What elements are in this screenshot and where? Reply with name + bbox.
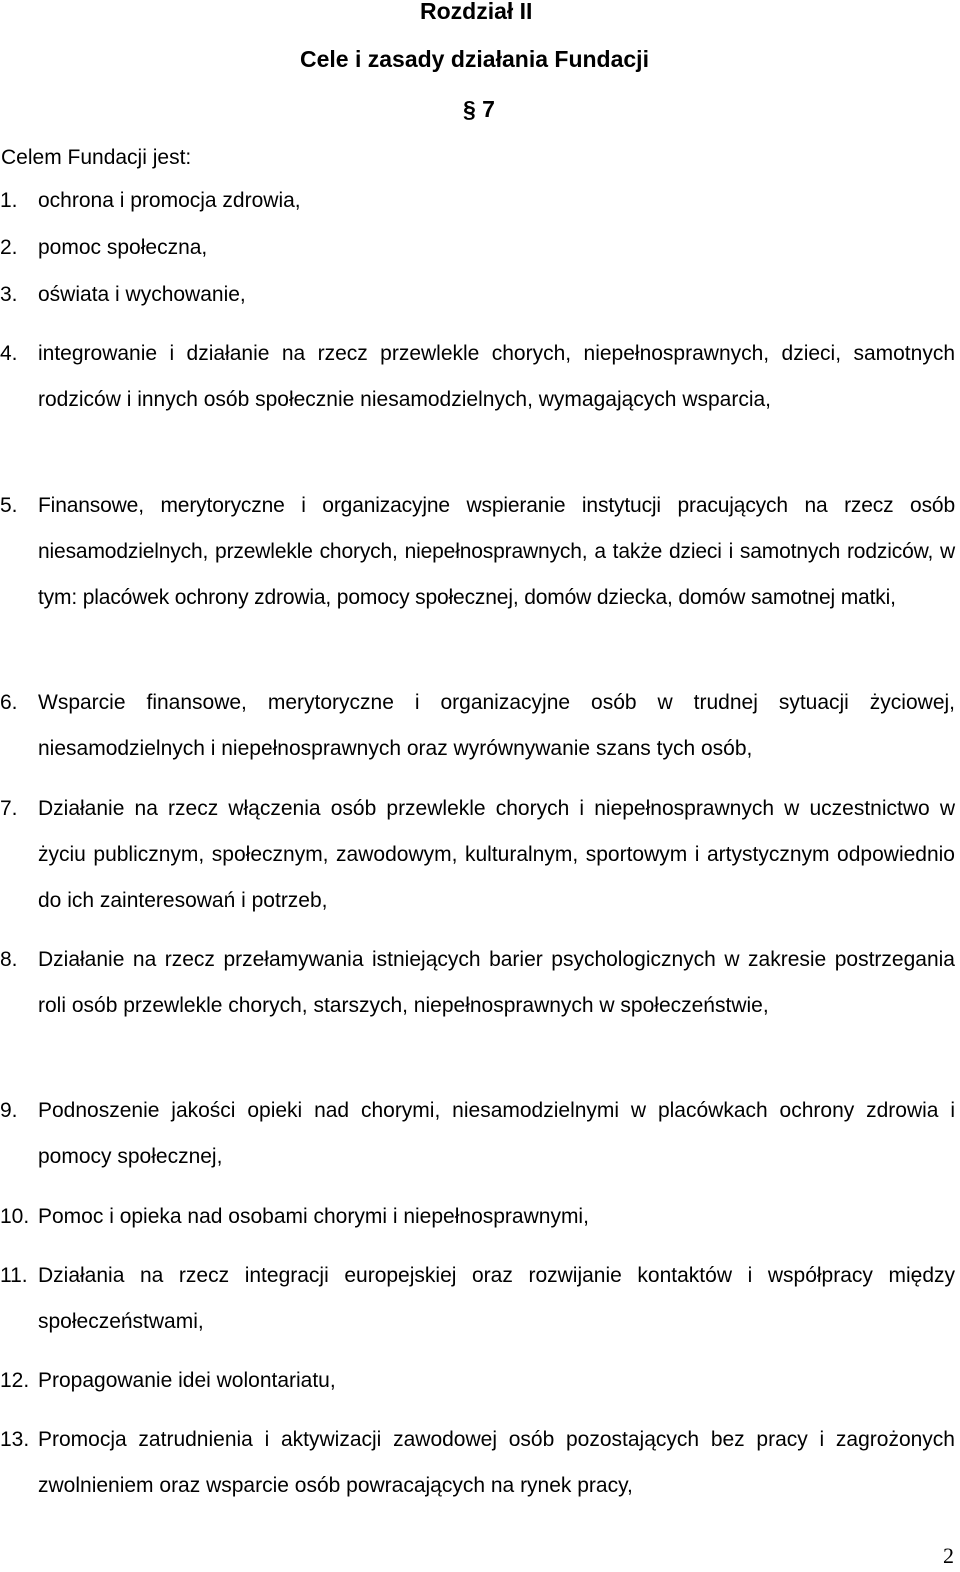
item-text: ochrona i promocja zdrowia,	[38, 189, 301, 212]
item-text: Wsparcie finansowe, merytoryczne i organizacyjne osób w trudnej sytuacji życiowej, niesamodzielnych i niepełnosprawnych oraz wyrównywanie szans tych osób,	[38, 691, 955, 760]
list-item	[0, 1253, 955, 1345]
item-number: 7.	[0, 797, 18, 820]
item-number: 1.	[0, 189, 18, 212]
chapter-title: Cele i zasady działania Fundacji	[300, 46, 649, 72]
item-text: Promocja zatrudnienia i aktywizacji zawodowej osób pozostających bez pracy i zagrożonych zwolnieniem oraz wsparcie osób powracających na rynek pracy,	[38, 1428, 955, 1497]
item-number: 2.	[0, 236, 18, 259]
item-number: 4.	[0, 342, 18, 365]
item-text: Propagowanie idei wolontariatu,	[38, 1369, 336, 1392]
item-text: Finansowe, merytoryczne i organizacyjne wspieranie instytucji pracujących na rzecz osób niesamodzielnych, przewlekle chorych, niepełnosprawnych, a także dzieci i samotnych rodziców, w tym: placówek ochrony zdrowia, pomocy społecznej, domów dziecka, domów samotnej matki,	[38, 494, 955, 609]
list-item	[0, 178, 955, 224]
item-text: integrowanie i działanie na rzecz przewlekle chorych, niepełnosprawnych, dzieci, samotnych rodziców i innych osób społecznie niesamodzielnych, wymagających wsparcia,	[38, 342, 955, 411]
list-item	[0, 937, 955, 1029]
item-text: oświata i wychowanie,	[38, 283, 246, 306]
item-number: 11.	[0, 1264, 28, 1287]
item-number: 5.	[0, 494, 18, 517]
item-text: Działanie na rzecz przełamywania istniejących barier psychologicznych w zakresie postrzegania roli osób przewlekle chorych, starszych, niepełnosprawnych w społeczeństwie,	[38, 948, 955, 1017]
chapter-heading: Rozdział II	[420, 0, 533, 24]
list-item	[0, 1194, 955, 1240]
item-number: 8.	[0, 948, 18, 971]
list-item	[0, 1417, 955, 1509]
item-text: Działanie na rzecz włączenia osób przewlekle chorych i niepełnosprawnych w uczestnictwo w życiu publicznym, społecznym, zawodowym, kulturalnym, sportowym i artystycznym odpowiednio do ich zainteresowań i potrzeb,	[38, 797, 955, 912]
intro-text: Celem Fundacji jest:	[1, 146, 192, 169]
item-text: Pomoc i opieka nad osobami chorymi i niepełnosprawnymi,	[38, 1205, 589, 1228]
list-item	[0, 1358, 955, 1404]
item-number: 10.	[0, 1205, 30, 1228]
item-number: 6.	[0, 691, 18, 714]
list-item	[0, 1088, 955, 1180]
list-item	[0, 483, 955, 621]
list-item	[0, 786, 955, 924]
section-heading: § 7	[463, 96, 495, 122]
item-number: 3.	[0, 283, 18, 306]
item-number: 9.	[0, 1099, 18, 1122]
item-text: Działania na rzecz integracji europejskiej oraz rozwijanie kontaktów i współpracy między społeczeństwami,	[38, 1264, 955, 1333]
list-item	[0, 680, 955, 772]
page-number: 2	[943, 1543, 954, 1568]
item-text: Podnoszenie jakości opieki nad chorymi, niesamodzielnymi w placówkach ochrony zdrowia i pomocy społecznej,	[38, 1099, 955, 1168]
list-item	[0, 272, 955, 318]
list-item	[0, 331, 955, 423]
list-item	[0, 225, 955, 271]
item-text: pomoc społeczna,	[38, 236, 208, 259]
item-number: 12.	[0, 1369, 30, 1392]
item-number: 13.	[0, 1428, 30, 1451]
